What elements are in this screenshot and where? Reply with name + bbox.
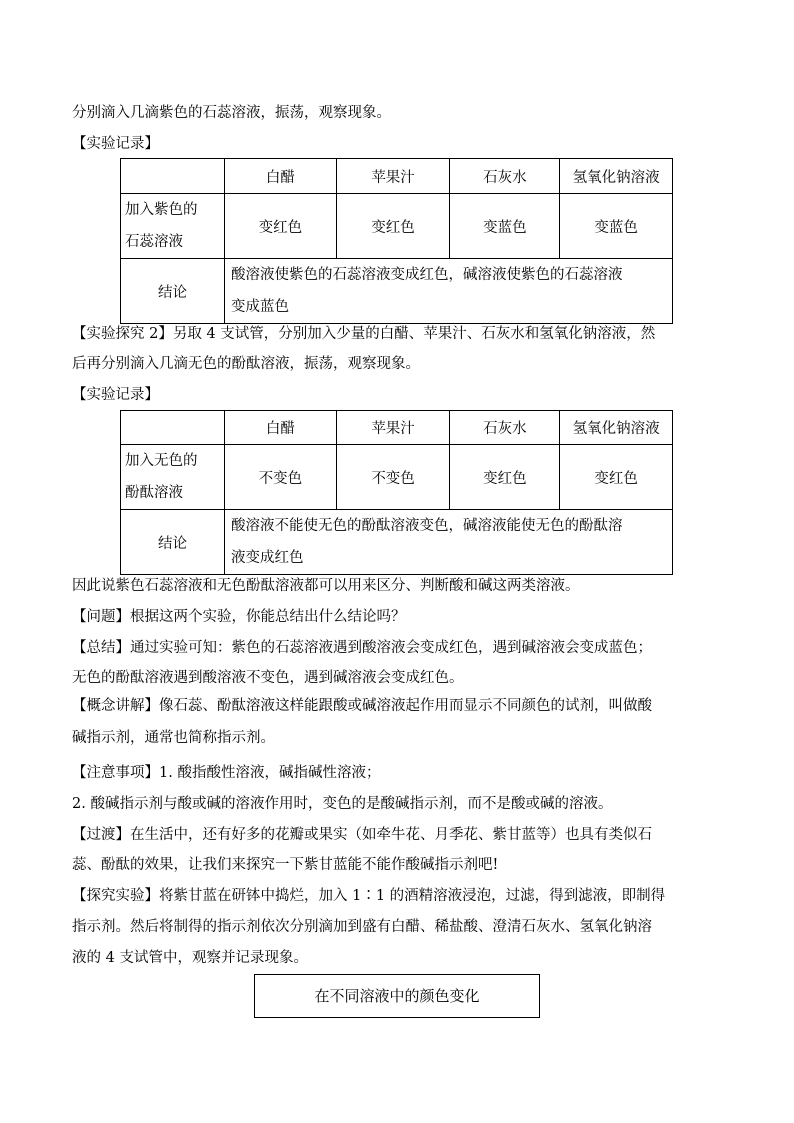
table1-conclusion-label: 结论 xyxy=(121,259,225,324)
explore-line-2: 指示剂。然后将制得的指示剂依次分别滴加到盛有白醋、稀盐酸、澄清石灰水、氢氧化钠溶 xyxy=(72,919,652,935)
concept-line-1: 【概念讲解】像石蕊、酚酞溶液这样能跟酸或碱溶液起作用而显示不同颜色的试剂，叫做酸 xyxy=(72,698,652,714)
table2-cell: 不变色 xyxy=(224,445,336,510)
table2-header: 石灰水 xyxy=(450,411,560,445)
table1-conclusion: 酸溶液使紫色的石蕊溶液变成红色，碱溶液使紫色的石蕊溶液 变成蓝色 xyxy=(224,259,672,324)
record-heading-1: 【实验记录】 xyxy=(72,136,159,152)
table2-conclusion-label: 结论 xyxy=(121,510,225,575)
table1-cell: 变蓝色 xyxy=(560,194,673,259)
table2-header: 氢氧化钠溶液 xyxy=(560,411,673,445)
table2-conclusion: 酸溶液不能使无色的酚酞溶液变色，碱溶液能使无色的酚酞溶 液变成红色 xyxy=(224,510,672,575)
table1-header: 石灰水 xyxy=(450,159,560,194)
table1-cell: 变蓝色 xyxy=(450,194,560,259)
question-text: 【问题】根据这两个实验，你能总结出什么结论吗？ xyxy=(72,609,406,625)
table2-row-label: 加入无色的 酚酞溶液 xyxy=(121,445,225,510)
summary-line-2: 无色的酚酞溶液遇到酸溶液不变色，遇到碱溶液会变成红色。 xyxy=(72,670,464,686)
phenolphthalein-record-table xyxy=(120,410,673,575)
table1-header: 白醋 xyxy=(224,159,336,194)
intro-text: 分别滴入几滴紫色的石蕊溶液，振荡，观察现象。 xyxy=(72,105,391,121)
summary-line-1: 【总结】通过实验可知：紫色的石蕊溶液遇到酸溶液会变成红色，遇到碱溶液会变成蓝色； xyxy=(72,640,652,656)
explore-line-1: 【探究实验】将紫甘蓝在研钵中捣烂，加入 1∶1 的酒精溶液浸泡，过滤，得到滤液，即制得 xyxy=(72,888,666,904)
table2-corner xyxy=(121,411,225,445)
litmus-record-table xyxy=(120,158,673,324)
explore-line-3: 液的 4 支试管中，观察并记录现象。 xyxy=(72,950,308,966)
table1-row-label: 加入紫色的 石蕊溶液 xyxy=(121,194,225,259)
table1-header: 苹果汁 xyxy=(336,159,450,194)
table2-header: 苹果汁 xyxy=(336,411,450,445)
table1-corner xyxy=(121,159,225,194)
note-line-2: 2. 酸碱指示剂与酸或碱的溶液作用时，变色的是酸碱指示剂，而不是酸或碱的溶液。 xyxy=(72,796,613,812)
table2-cell: 变红色 xyxy=(450,445,560,510)
table1-cell: 变红色 xyxy=(224,194,336,259)
color-change-table-title: 在不同溶液中的颜色变化 xyxy=(254,974,540,1018)
transition-line-1: 【过渡】在生活中，还有好多的花瓣或果实（如牵牛花、月季花、紫甘蓝等）也具有类似石 xyxy=(72,827,652,843)
table1-header: 氢氧化钠溶液 xyxy=(560,159,673,194)
concept-line-2: 碱指示剂，通常也简称指示剂。 xyxy=(72,730,275,746)
record-heading-2: 【实验记录】 xyxy=(72,387,159,403)
note-line-1: 【注意事项】1. 酸指酸性溶液，碱指碱性溶液； xyxy=(72,765,381,781)
table2-cell: 不变色 xyxy=(336,445,450,510)
table2-header: 白醋 xyxy=(224,411,336,445)
transition-line-2: 蕊、酚酞的效果，让我们来探究一下紫甘蓝能不能作酸碱指示剂吧! xyxy=(72,857,499,873)
therefore-text: 因此说紫色石蕊溶液和无色酚酞溶液都可以用来区分、判断酸和碱这两类溶液。 xyxy=(72,578,580,594)
table1-cell: 变红色 xyxy=(336,194,450,259)
table2-cell: 变红色 xyxy=(560,445,673,510)
explore2-line-1: 【实验探究 2】另取 4 支试管，分别加入少量的白醋、苹果汁、石灰水和氢氧化钠溶液，然 xyxy=(72,326,656,342)
explore2-line-2: 后再分别滴入几滴无色的酚酞溶液，振荡，观察现象。 xyxy=(72,356,420,372)
